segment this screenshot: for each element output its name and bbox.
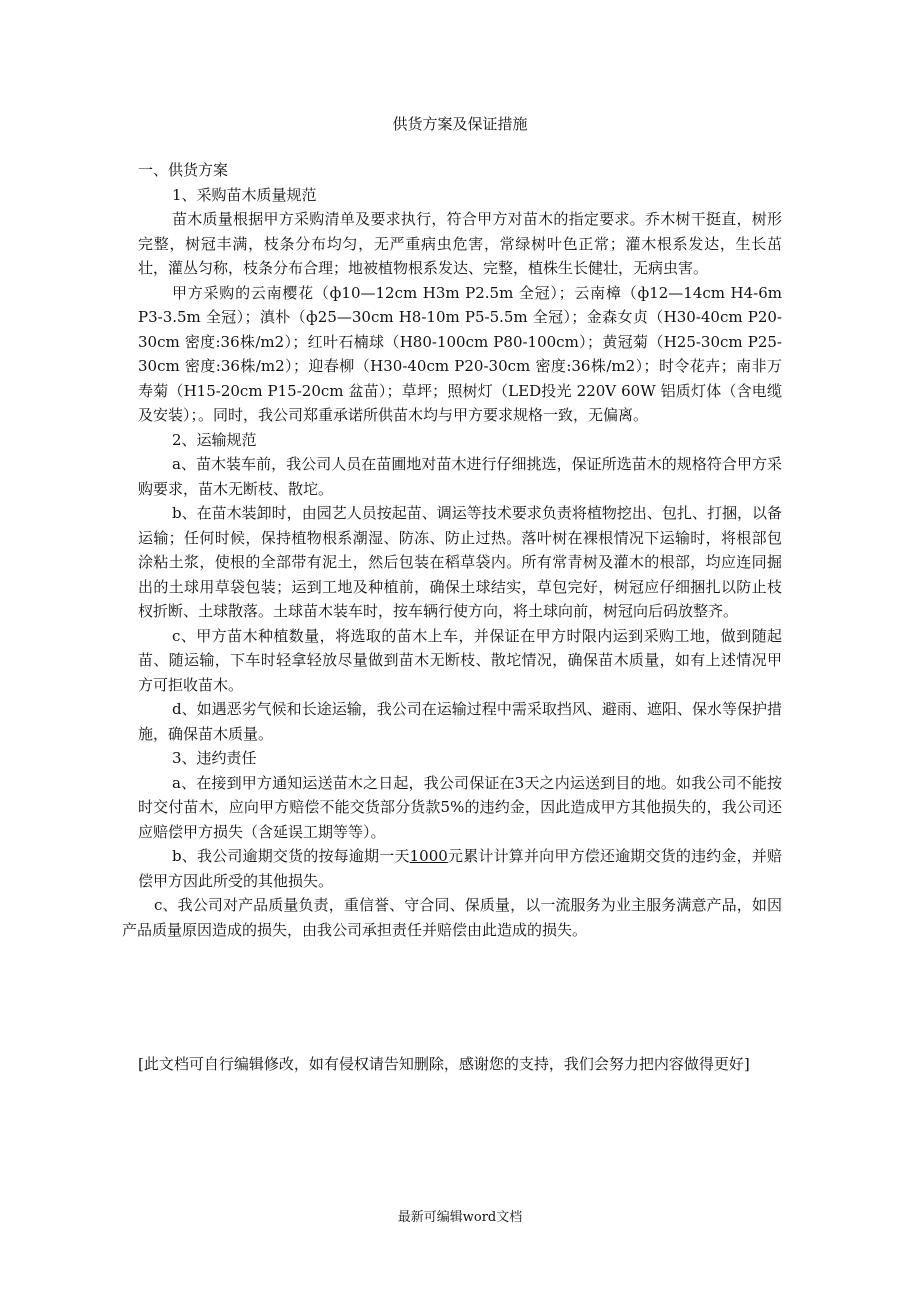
document-body — [122, 158, 782, 942]
paragraph-liability-a: a、在接到甲方通知运送苗木之日起，我公司保证在3天之内运送到目的地。如我公司不能按时交付苗木，应向甲方赔偿不能交货部分货款5%的违约金，因此造成甲方其他损失的，我公司还应赔偿甲方损失（含延误工期等等）。 — [138, 773, 782, 841]
document-title: 供货方案及保证措施 — [392, 115, 528, 133]
subheading-breach-liability: 3、违约责任 — [172, 749, 257, 767]
subheading-quality-standard: 1、采购苗木质量规范 — [172, 185, 317, 204]
paragraph-transport-d: d、如遇恶劣气候和长途运输，我公司在运输过程中需采取挡风、避雨、遮阳、保水等保护措施，确保苗木质量。 — [138, 700, 782, 743]
paragraph-transport-b: b、在苗木装卸时，由园艺人员按起苗、调运等技术要求负责将植物挖出、包扎、打捆，以备运输；任何时候，保持植物根系潮湿、防冻、防止过热。落叶树在裸根情况下运输时，将根部包涂粘土浆，使根的全部带有泥土，然后包装在稻草袋内。所有常青树及灌木的根部，均应连同掘出的土球用草袋包装；运到工地及种植前，确保土球结实，草包完好，树冠应仔细捆扎以防止枝杈折断、土球散落。土球苗木装车时，按车辆行使方向，将土球向前，树冠向后码放整齐。 — [138, 504, 782, 620]
paragraph-plant-list: 甲方采购的云南樱花（ф10—12cm H3m P2.5m 全冠）；云南樟（ф12—14cm H4-6m P3-3.5m 全冠）；滇朴（ф25—30cm H8-10m P5-5.5m 全冠）；金森女贞（H30-40cm P20-30cm 密度:36株/m2）；红叶石楠球（H80-100cm P80-100cm）；黄冠菊（H25-30cm P25-30cm 密度:36株/m2）；迎春柳（H30-40cm P20-30cm 密度:36株/m2）；时令花卉；南非万寿菊（H15-20cm P15-20cm 盆苗）；草坪；照树灯（LED投光 220V 60W 铝质灯体（含电缆及安装）；。同时，我公司郑重承诺所供苗木均与甲方要求规格一致，无偏离。 — [138, 283, 782, 424]
paragraph-transport-a: a、苗木装车前，我公司人员在苗圃地对苗木进行仔细挑选，保证所选苗木的规格符合甲方采购要求，苗木无断枝、散坨。 — [138, 455, 782, 498]
liability-b-suffix: 元累计计算并向甲方偿还逾期交货的违约金，并赔偿甲方因此所受的其他损失。 — [138, 847, 782, 890]
paragraph-quality-requirements: 苗木质量根据甲方采购清单及要求执行，符合甲方对苗木的指定要求。乔木树干挺直，树形完整，树冠丰满，枝条分布均匀，无严重病虫危害，常绿树叶色正常；灌木根系发达，生长茁壮，灌丛匀称，枝条分布合理；地被植物根系发达、完整，植株生长健壮，无病虫害。 — [138, 210, 782, 277]
page-footer: 最新可编辑word文档 — [397, 1210, 523, 1225]
paragraph-liability-c: c、我公司对产品质量负责，重信誉、守合同、保质量，以一流服务为业主服务满意产品，如因产品质量原因造成的损失，由我公司承担责任并赔偿由此造成的损失。 — [122, 896, 782, 939]
subheading-transport-standard: 2、运输规范 — [172, 430, 257, 449]
paragraph-liability-b — [138, 844, 782, 893]
liability-b-prefix: b、我公司逾期交货的按每逾期一天 — [172, 847, 410, 865]
paragraph-transport-c: c、甲方苗木种植数量，将选取的苗木上车，并保证在甲方时限内运到采购工地，做到随起苗、随运输，下车时轻拿轻放尽量做到苗木无断枝、散坨情况，确保苗木质量，如有上述情况甲方可拒收苗木。 — [138, 626, 782, 694]
section-heading-supply-plan: 一、供货方案 — [138, 161, 229, 179]
penalty-amount: 1000 — [409, 847, 448, 865]
editable-notice: [此文档可自行编辑修改，如有侵权请告知删除，感谢您的支持，我们会努力把内容做得更好] — [138, 1055, 750, 1073]
